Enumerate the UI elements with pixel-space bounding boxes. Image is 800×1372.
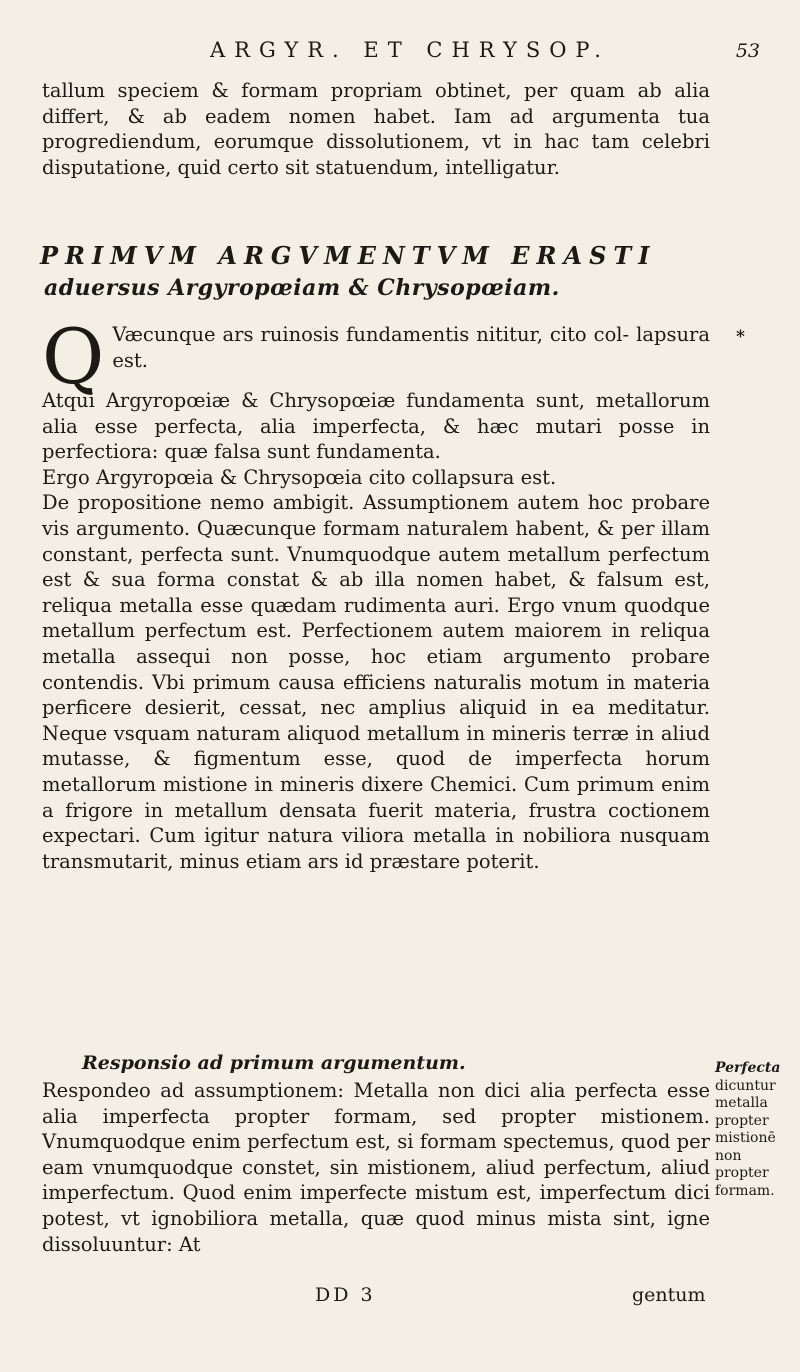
margin-asterisk: *: [736, 327, 745, 347]
margin-note-lead: Perfecta: [715, 1060, 781, 1076]
margin-note: [715, 1060, 797, 1200]
intro-paragraph: [42, 78, 710, 180]
argument-conclusio: Ergo Argyropœia & Chrysopœia cito collapsura est.: [42, 465, 557, 489]
intro-text: tallum speciem & formam propriam obtinet, per quam ab alia differt, & ab eadem nomen habet. Iam ad argumenta tua progrediendum, eorumque dissolutionem, vt in hac tam celebri disputatione, quid certo sit statuendum, intelligatur.: [42, 79, 710, 179]
argument-propositio: [42, 312, 710, 401]
section-subtitle: aduersus Argyropœiam & Chrysopœiam.: [44, 275, 560, 301]
catchword: gentum: [632, 1284, 706, 1306]
running-head-text: ARGYR. ET CHRYSOP.: [210, 38, 610, 62]
page-number: 53: [735, 40, 760, 62]
drop-cap: Q: [42, 312, 105, 401]
argument-block: [42, 312, 710, 874]
response-heading: Responsio ad primum argumentum.: [82, 1052, 466, 1074]
running-head: [60, 38, 760, 62]
section-title: PRIMVM ARGVMENTVM ERASTI: [40, 241, 657, 270]
response-block: [42, 1078, 710, 1257]
argument-assumptio: Atqui Argyropœiæ & Chrysopœiæ fundamenta sunt, metallorum alia esse perfecta, alia imperfecta, & hæc mutari posse in perfectiora: quæ falsa sunt fundamenta.: [42, 389, 710, 464]
response-text: Respondeo ad assumptionem: Metalla non dici alia perfecta esse alia imperfecta propter formam, sed propter mistionem. Vnumquodque enim perfectum est, si formam spectemus, quod per eam vnumquodque constet, sin mistionem, aliud perfectum, aliud imperfectum. Quod enim imperfecte mistum est, imperfectum dici potest, vt ignobiliora metalla, quæ quod minus mista sint, igne dissoluuntur: At: [42, 1079, 710, 1256]
signature-mark: DD 3: [315, 1284, 376, 1306]
argument-line-1: Væcunque ars ruinosis fundamentis nititur, cito col-: [112, 323, 630, 346]
argument-line-2: lapsura est.: [112, 323, 710, 372]
argument-probatio: De propositione nemo ambigit. Assumptionem autem hoc probare vis argumento. Quæcunque formam naturalem habent, & per illam constant, perfecta sunt. Vnumquodque autem metallum perfectum est & sua forma constat & ab illa nomen habet, & falsum est, reliqua metalla esse quædam rudimenta auri. Ergo vnum quodque metallum perfectum est. Perfectionem autem maiorem in reliqua metalla assequi non posse, hoc etiam argumento probare contendis. Vbi primum causa efficiens naturalis motum in materia perficere desierit, cessat, nec amplius aliquid in ea meditatur. Neque vsquam naturam aliquod metallum in mineris terræ in aliud mutasse, & figmentum esse, quod de imperfecta horum metallorum mistione in mineris dixere Chemici. Cum primum enim a frigore in metallum densata fuerit materia, frustra coctionem expectari. Cum igitur natura viliora metalla in nobiliora nusquam transmutarit, minus etiam ars id præstare poterit.: [42, 491, 710, 873]
margin-note-text: dicuntur metalla propter mistionē non propter formam.: [715, 1077, 776, 1199]
